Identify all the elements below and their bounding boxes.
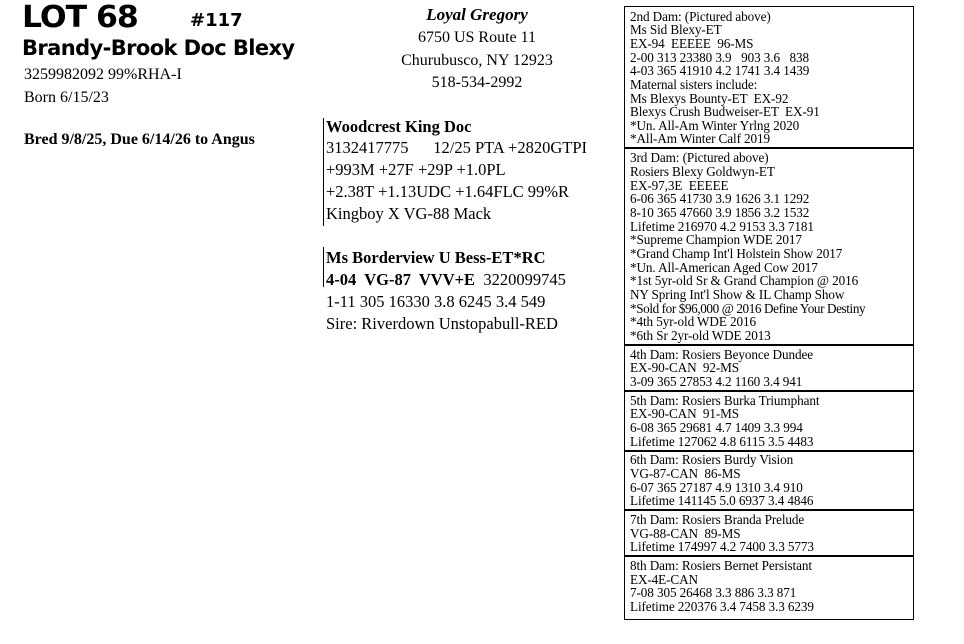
third-dam-honor: *1st 5yr-old Sr & Grand Champion @ 2016: [630, 273, 859, 288]
seventh-dam-record: Lifetime 174997 4.2 7400 3.3 5773: [630, 539, 814, 554]
third-dam-honor: *4th 5yr-old WDE 2016: [630, 314, 756, 329]
fourth-dam-score: EX-90-CAN 92-MS: [630, 360, 740, 375]
pedigree-separator: [625, 509, 913, 511]
pedigree-separator: [625, 344, 913, 346]
fifth-dam-score: EX-90-CAN 91-MS: [630, 406, 740, 421]
pedigree-separator: [625, 390, 913, 392]
third-dam-honor: *Sold for $96,000 @ 2016 Define Your Destiny: [630, 301, 866, 316]
consignor-address-street: 6750 US Route 11: [417, 29, 537, 46]
pedigree-separator: [625, 555, 913, 557]
dam-sire: Sire: Riverdown Unstopabull-RED: [326, 314, 558, 333]
consignor-phone: 518-534-2992: [431, 74, 523, 91]
dam-registration: 3220099745: [483, 270, 566, 289]
eighth-dam-heading: 8th Dam: Rosiers Bernet Persistant: [630, 558, 812, 573]
second-dam-name: Ms Sid Blexy-ET: [630, 22, 722, 37]
dam-record: 1-11 305 16330 3.8 6245 3.4 549: [326, 292, 546, 311]
third-dam-score: EX-97,3E EEEEE: [630, 178, 729, 193]
sire-reg-line: 3132417775 12/25 PTA +2820GTPI: [326, 138, 587, 157]
sixth-dam-record: Lifetime 141145 5.0 6937 3.4 4846: [630, 493, 814, 508]
second-dam-honor: *All-Am Winter Calf 2019: [630, 131, 771, 146]
eighth-dam-score: EX-4E-CAN: [630, 572, 698, 587]
third-dam-honor: *Un. All-American Aged Cow 2017: [630, 260, 818, 275]
second-dam-honor: *Un. All-Am Winter Yrlng 2020: [630, 118, 800, 133]
eighth-dam-record: Lifetime 220376 3.4 7458 3.3 6239: [630, 599, 814, 614]
sixth-dam-heading: 6th Dam: Rosiers Burdy Vision: [630, 452, 794, 467]
second-dam-record: 2-00 313 23380 3.9 903 3.6 838: [630, 50, 810, 65]
dam-name: Ms Borderview U Bess-ET*RC: [326, 248, 546, 267]
breeding-info: Bred 9/8/25, Due 6/14/26 to Angus: [24, 131, 255, 148]
third-dam-record: 8-10 365 47660 3.9 1856 3.2 1532: [630, 205, 810, 220]
sixth-dam-record: 6-07 365 27187 4.9 1310 3.4 910: [630, 480, 803, 495]
second-dam-score: EX-94 EEEEE 96-MS: [630, 36, 754, 51]
third-dam-honor: NY Spring Int'l Show & IL Champ Show: [630, 287, 845, 302]
maternal-sister: Ms Blexys Bounty-ET EX-92: [630, 91, 789, 106]
fourth-dam-record: 3-09 365 27853 4.2 1160 3.4 941: [630, 374, 803, 389]
lot-title: LOT 68: [22, 0, 138, 35]
sire-proof-line: +993M +27F +29P +1.0PL: [326, 160, 506, 179]
dam-classification: 4-04 VG-87 VVV+E: [326, 270, 476, 289]
dam-class-line: [326, 269, 566, 291]
sire-name: Woodcrest King Doc: [326, 117, 472, 136]
animal-name: Brandy-Brook Doc Blexy: [22, 36, 295, 60]
third-dam-honor: *Supreme Champion WDE 2017: [630, 232, 802, 247]
pedigree-separator: [625, 147, 913, 149]
fifth-dam-record: 6-08 365 29681 4.7 1409 3.3 994: [630, 420, 803, 435]
lot-number: #117: [190, 10, 243, 31]
consignor-address-city: Churubusco, NY 12923: [401, 52, 553, 69]
third-dam-honor: *6th Sr 2yr-old WDE 2013: [630, 328, 771, 343]
sire-divider: [323, 118, 324, 226]
dam-divider: [323, 247, 324, 287]
third-dam-record: Lifetime 216970 4.2 9153 3.3 7181: [630, 219, 814, 234]
seventh-dam-heading: 7th Dam: Rosiers Branda Prelude: [630, 512, 805, 527]
second-dam-heading: 2nd Dam: (Pictured above): [630, 9, 771, 24]
fifth-dam-record: Lifetime 127062 4.8 6115 3.5 4483: [630, 434, 814, 449]
fifth-dam-heading: 5th Dam: Rosiers Burka Triumphant: [630, 393, 820, 408]
sixth-dam-score: VG-87-CAN 86-MS: [630, 466, 741, 481]
third-dam-name: Rosiers Blexy Goldwyn-ET: [630, 164, 775, 179]
second-dam-record: 4-03 365 41910 4.2 1741 3.4 1439: [630, 63, 810, 78]
sire-type-line: +2.38T +1.13UDC +1.64FLC 99%R: [326, 182, 570, 201]
third-dam-heading: 3rd Dam: (Pictured above): [630, 150, 769, 165]
maternal-sister: Blexys Crush Budweiser-ET EX-91: [630, 104, 820, 119]
maternal-sisters-heading: Maternal sisters include:: [630, 77, 758, 92]
consignor-name: Loyal Gregory: [426, 5, 528, 24]
birth-date: Born 6/15/23: [24, 89, 109, 106]
sire-pedigree: Kingboy X VG-88 Mack: [326, 204, 492, 223]
third-dam-record: 6-06 365 41730 3.9 1626 3.1 1292: [630, 191, 810, 206]
registration-line: 3259982092 99%RHA-I: [24, 66, 182, 83]
eighth-dam-record: 7-08 305 26468 3.3 886 3.3 871: [630, 585, 797, 600]
third-dam-honor: *Grand Champ Int'l Holstein Show 2017: [630, 246, 843, 261]
seventh-dam-score: VG-88-CAN 89-MS: [630, 526, 741, 541]
fourth-dam-heading: 4th Dam: Rosiers Beyonce Dundee: [630, 347, 813, 362]
